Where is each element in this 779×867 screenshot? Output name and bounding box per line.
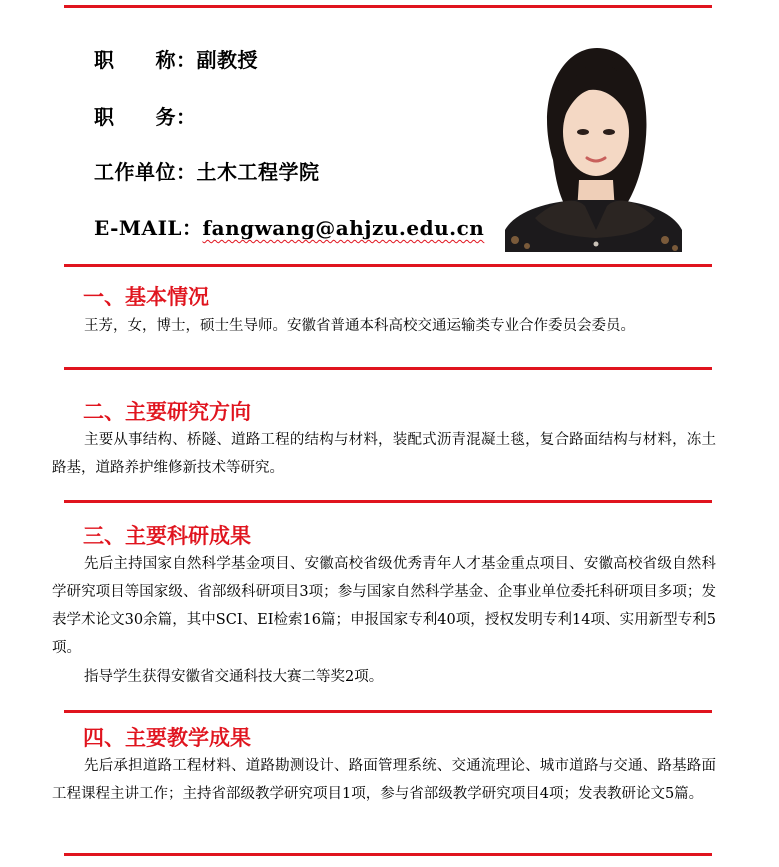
rule-3: [64, 500, 712, 503]
unit-row: [94, 156, 320, 185]
rule-2: [64, 367, 712, 370]
section-basic-paragraph: 王芳，女，博士，硕士生导师。安徽省普通本科高校交通运输类专业合作委员会委员。: [84, 318, 635, 334]
position-label: 职 务：: [94, 105, 197, 129]
email-label: E-MAIL：: [94, 216, 203, 240]
section-research-paragraph: 主要从事结构、桥隧、道路工程的结构与材料，装配式沥青混凝土毯，复合路面结构与材料，冻土路基，道路养护维修新技术等研究。: [52, 432, 716, 476]
unit-label: 工作单位：: [94, 160, 197, 184]
section-title-teaching: 四、主要教学成果: [83, 725, 251, 750]
title-label: 职 称：: [94, 48, 197, 72]
rule-4: [64, 710, 712, 713]
email-value[interactable]: fangwang@ahjzu.edu.cn: [202, 216, 485, 240]
title-value: 副教授: [196, 48, 258, 72]
section-achievements-paragraph-1: 先后主持国家自然科学基金项目、安徽高校省级优秀青年人才基金重点项目、安徽高校省级自然科学研究项目等国家级、省部级科研项目3项；参与国家自然科学基金、企事业单位委托科研项目多项；发表学术论文30余篇，其中SCI、EI检索16篇；申报国家专利40项，授权发明专利14项、实用新型专利5项。: [52, 556, 716, 656]
email-row: [94, 212, 484, 241]
bottom-rule: [64, 853, 712, 856]
unit-value: 土木工程学院: [196, 160, 320, 184]
section-title-basic: 一、基本情况: [83, 284, 209, 309]
section-title-research: 二、主要研究方向: [83, 399, 251, 424]
section-title-achievements: 三、主要科研成果: [83, 523, 251, 548]
section-teaching-paragraph: 先后承担道路工程材料、道路勘测设计、路面管理系统、交通流理论、城市道路与交通、路基路面工程课程主讲工作；主持省部级教学研究项目1项，参与省部级教学研究项目4项；发表教研论文5篇。: [52, 758, 716, 802]
portrait-photo: [505, 40, 682, 252]
rule-1: [64, 264, 712, 267]
top-rule: [64, 5, 712, 8]
position-row: [94, 101, 197, 130]
title-row: [94, 44, 258, 73]
section-achievements-paragraph-2: 指导学生获得安徽省交通科技大赛二等奖2项。: [84, 669, 384, 685]
